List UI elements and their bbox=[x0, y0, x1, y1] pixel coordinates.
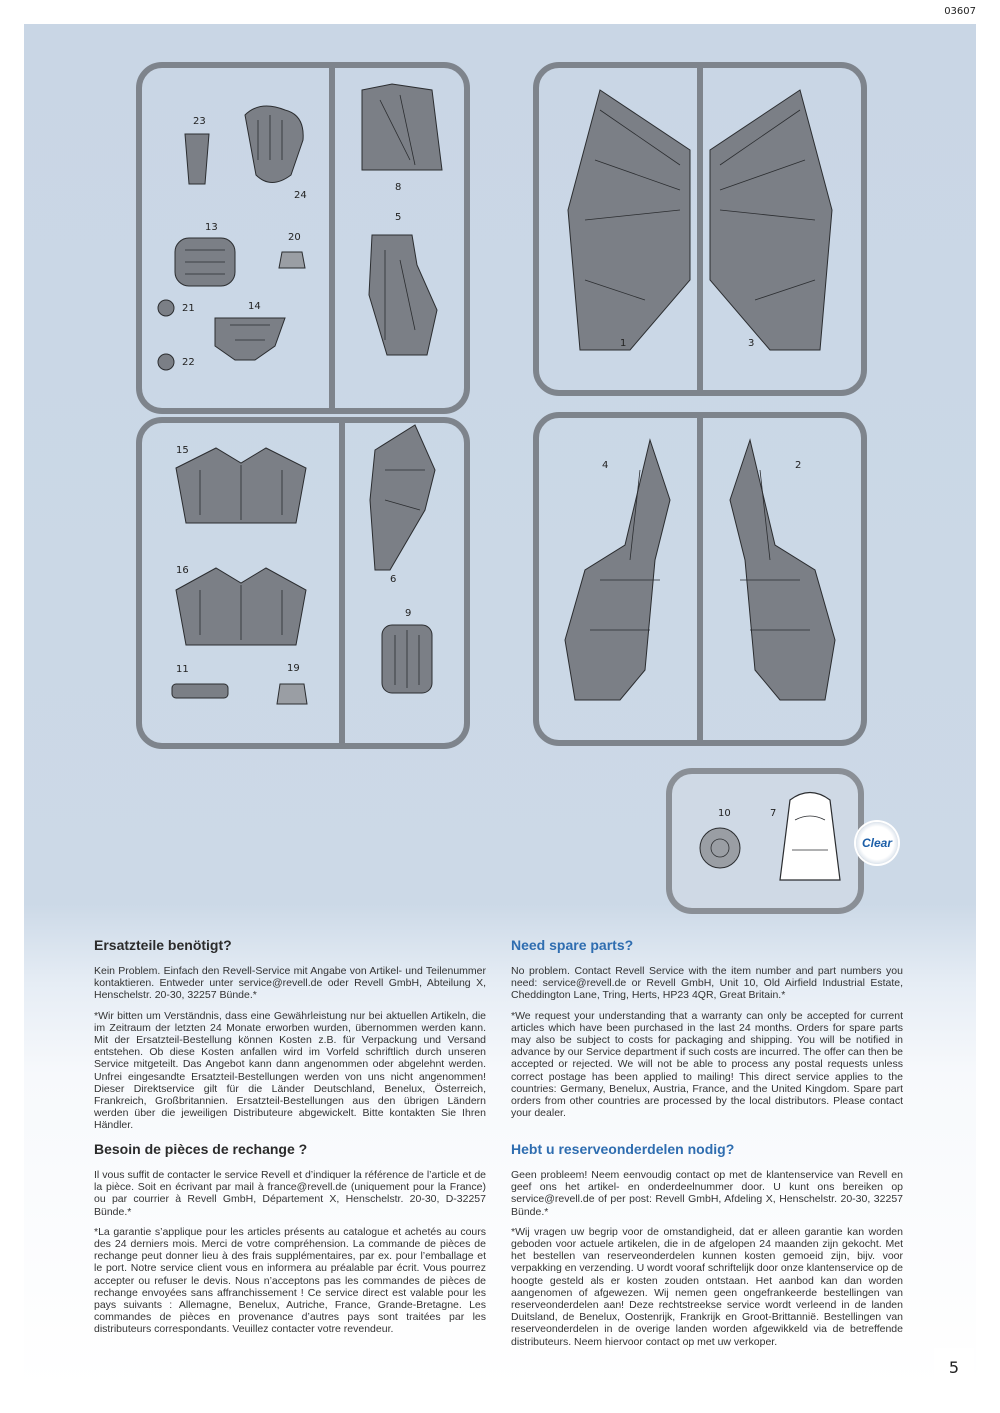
part-label-19: 19 bbox=[287, 663, 300, 674]
spare-parts-nl bbox=[511, 1141, 903, 1356]
part-24 bbox=[245, 106, 303, 183]
part-label-10: 10 bbox=[718, 808, 731, 819]
part-label-16: 16 bbox=[176, 565, 189, 576]
part-label-14: 14 bbox=[248, 301, 261, 312]
heading-de: Ersatzteile benötigt? bbox=[94, 937, 232, 953]
part-6 bbox=[370, 425, 435, 570]
part-label-22: 22 bbox=[182, 357, 195, 368]
spare-parts-en bbox=[511, 937, 903, 1127]
part-7 bbox=[780, 793, 840, 881]
part-label-4: 4 bbox=[602, 460, 609, 471]
part-label-2: 2 bbox=[795, 460, 802, 471]
part-label-1: 1 bbox=[620, 338, 627, 349]
heading-fr: Besoin de pièces de rechange ? bbox=[94, 1141, 308, 1157]
paragraph-fr-2: *La garantie s’applique pour les articles présents au catalogue et achetés au cours des 24 derniers mois. Merci de votre compréhension. La commande de pièces de rechange peut donner lieu à des frais supplémentaires, par ex. pour l’emballage et le port. Notre service client vous en informera au préalable par écrit. Vous pourrez accepter ou refuser le devis. Nous n’acceptons pas les commandes de pièces de rechange envoyées sans affranchissement ! Ce service direct est valable pour les pays suivants : Allemagne, Benelux, Autriche, France, Grande-Bretagne. Les commandes de pièces en provenance d’autres pays sont traitées par les distributeurs correspondants. Veuillez contacter votre revendeur. bbox=[94, 1225, 486, 1336]
part-label-8: 8 bbox=[395, 182, 402, 193]
part-label-6: 6 bbox=[390, 574, 397, 585]
part-22 bbox=[158, 354, 174, 370]
part-11 bbox=[172, 684, 228, 698]
part-20 bbox=[279, 252, 305, 268]
part-4 bbox=[565, 440, 670, 700]
paragraph-de-2: *Wir bitten um Verständnis, dass eine Gewährleistung nur bei aktuellen Artikeln, die im Zeitraum der letzten 24 Monate erworben wurden, übernommen werden kann. Mit der Ersatzteil-Bestellung können Kosten z.B. für Verpackung und Versand entstehen. Ob diese Kosten anfallen wird im Vorfeld schriftlich durch unseren Service mitgeteilt. Das Angebot kann dann angenommen oder abgelehnt werden. Unfrei eingesandte Ersatzteil-Bestellungen werden von uns nicht angenommen! Dieser Direktservice gilt für die Länder Deutschland, Benelux, Österreich, Frankreich, Großbritannien. Ersatzteil-Bestellungen aus den übrigen Ländern werden über die jeweiligen Distributeure abgewickelt. Bitte kontakten Sie Ihren Händler. bbox=[94, 1009, 486, 1132]
part-10 bbox=[700, 828, 740, 868]
spare-parts-de bbox=[94, 937, 486, 1140]
part-label-20: 20 bbox=[288, 232, 301, 243]
part-19 bbox=[277, 684, 307, 704]
heading-en: Need spare parts? bbox=[511, 937, 634, 953]
part-21 bbox=[158, 300, 174, 316]
heading-nl: Hebt u reserveonderdelen nodig? bbox=[511, 1141, 735, 1157]
paragraph-fr-1: Il vous suffit de contacter le service Revell et d’indiquer la référence de l’article et de la pièce. Soit en écrivant par mail à france@revell.de (uniquement pour la France) ou par courrier à Revell GmbH, Département X, Henschelstr. 20-30, D-32257 Bünde.* bbox=[94, 1169, 486, 1218]
paragraph-nl-1: Geen probleem! Neem eenvoudig contact op met de klantenservice van Revell en geef ons het artikel- en onderdeelnummer door. U kunt ons bereiken op service@revell.de of per post: Revell GmbH, Afdeling X, Henschelstr. 20-30, 32257 Bünde.* bbox=[511, 1169, 903, 1218]
part-5 bbox=[369, 235, 437, 355]
paragraph-de-1: Kein Problem. Einfach den Revell-Service mit Angabe von Artikel- und Teilenummer kontaktieren. Entweder unter service@revell.de oder Revell GmbH, Abteilung X, Henschelstr. 20-30, 32257 Bünde.* bbox=[94, 965, 486, 1002]
paragraph-en-2: *We request your understanding that a warranty can only be accepted for current articles which have been purchased in the last 24 months. Orders for spare parts may also be subject to costs for packaging and shipping. You will be notified in advance by our Service department if such costs are incurred. The offer can then be accepted or rejected. We will not be able to process any postal requests unless correct postage has been applied to mailing! This direct service applies to the countries: Germany, Benelux, Austria, France, and the United Kingdom. Spare part orders from other countries are processed by the local distributors. Please contact your dealer. bbox=[511, 1009, 903, 1120]
part-23 bbox=[185, 134, 209, 184]
part-label-5: 5 bbox=[395, 212, 402, 223]
part-label-9: 9 bbox=[405, 608, 412, 619]
part-8 bbox=[362, 84, 442, 170]
part-label-7: 7 bbox=[770, 808, 777, 819]
article-code: 03607 bbox=[944, 6, 976, 17]
clear-parts-badge: Clear bbox=[856, 822, 898, 864]
part-label-23: 23 bbox=[193, 116, 206, 127]
part-label-15: 15 bbox=[176, 445, 189, 456]
part-label-11: 11 bbox=[176, 664, 189, 675]
part-2 bbox=[730, 440, 835, 700]
part-label-21: 21 bbox=[182, 303, 195, 314]
part-label-24: 24 bbox=[294, 190, 307, 201]
page-number: 5 bbox=[934, 1348, 974, 1388]
part-label-13: 13 bbox=[205, 222, 218, 233]
paragraph-nl-2: *Wij vragen uw begrip voor de omstandigheid, dat er alleen garantie kan worden geboden voor actuele artikelen, die in de afgelopen 24 maanden zijn gekocht. Met het bestellen van reserveonderdelen kunnen kosten gemoeid zijn, bijv. voor verpakking en verzending. U wordt vooraf schriftelijk door onze klantenservice op de hoogte gesteld als er kosten zouden ontstaan. Het aanbod kan dan worden aangenomen of afgewezen. Wij nemen geen ongefrankeerde bestellingen van reserveonderdelen aan! Deze rechtstreekse service wordt verleend in de landen Duitsland, de Benelux, Oostenrijk, Frankrijk en Groot-Brittannië. Bestellingen van reserveonderdelen in de overige landen worden afgewikkeld via de betreffende distributeurs. Neem hiervoor contact op met uw verkoper. bbox=[511, 1225, 903, 1348]
paragraph-en-1: No problem. Contact Revell Service with the item number and part numbers you need: service@revell.de or Revell GmbH, Unit 10, Old Airfield Industrial Estate, Cheddington Lane, Tring, Herts, HP23 4QR, Great Britain.* bbox=[511, 965, 903, 1002]
part-label-3: 3 bbox=[748, 338, 755, 349]
part-14 bbox=[215, 318, 285, 360]
spare-parts-fr bbox=[94, 1141, 486, 1344]
